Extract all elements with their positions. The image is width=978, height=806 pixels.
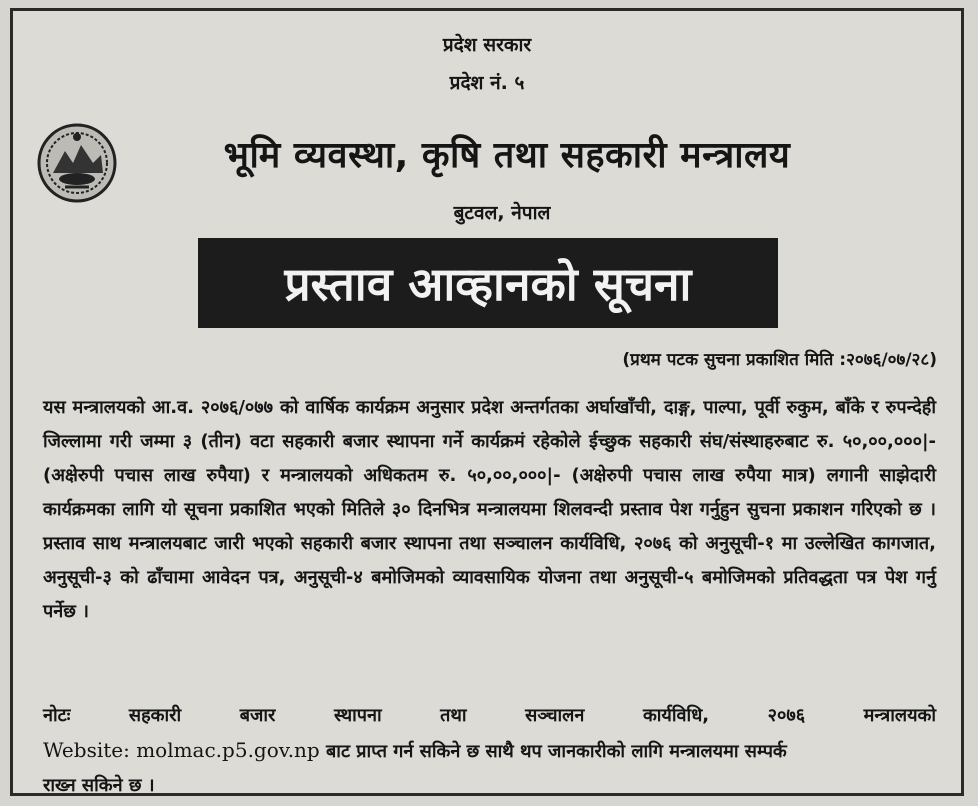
notice-body: यस मन्त्रालयको आ.व. २०७६/०७७ को वार्षिक कार्यक्रम अनुसार प्रदेश अन्तर्गतका अर्घाखाँची, दाङ्ग, पाल्पा, पूर्वी रुकुम, बाँके र रुपन्देही जिल्लामा गरी जम्मा ३ (तीन) वटा सहकारी बजार स्थापना गर्ने कार्यक्रमं रहेकोले ईच्छुक सहकारी संघ/संस्थाहरुबाट रु. ५०,००,०००|- (अक्षेरुपी पचास लाख रुपैया) र मन्त्रालयको अधिकतम रु. ५०,००,०००|- (अक्षेरुपी पचास लाख रुपैया मात्र) लगानी साझेदारी कार्यक्रमका लागि यो सूचना प्रकाशित भएको मितिले ३० दिनभित्र मन्त्रालयमा शिलवन्दी प्रस्ताव पेश गर्नुहुन सुचना प्रकाशन गरिएको छ । प्रस्ताव साथ मन्त्रालयबाट जारी भएको सहकारी बजार स्थापना तथा सञ्चालन कार्यविधि, २०७६ को अनुसूची-१ मा उल्लेखित कागजात, अनुसूची-३ को ढाँचामा आवेदन पत्र, अनुसूची-४ बमोजिमको व्यावसायिक योजना तथा अनुसूची-५ बमोजिमको प्रतिवद्धता पत्र पेश गर्नु पर्नेछ । — [43, 397, 936, 622]
government-label: प्रदेश सरकार — [442, 34, 532, 56]
note-word: मन्त्रालयको — [863, 705, 936, 726]
notice-banner — [198, 238, 778, 328]
note-word: सहकारी — [128, 705, 182, 726]
ministry-title: भूमि व्यवस्था, कृषि तथा सहकारी मन्त्रालय — [223, 135, 791, 176]
note-line-3: राख्न सकिने छ । — [43, 775, 155, 796]
note-line-2 — [43, 733, 936, 769]
note-section — [43, 699, 936, 803]
notice-frame — [10, 8, 964, 796]
province-label: प्रदेश नं. ५ — [449, 72, 525, 94]
note-line-2-text: बाट प्राप्त गर्न सकिने छ साथै थप जानकारीको लागि मन्त्रालयमा सम्पर्क — [319, 741, 787, 762]
city-label: बुटवल, नेपाल — [453, 202, 551, 224]
banner-title: प्रस्ताव आव्हानको सूचना — [284, 257, 692, 311]
note-word: नोटः — [43, 705, 71, 726]
note-word: कार्यविधि, — [642, 705, 710, 726]
note-line-1 — [43, 699, 936, 733]
note-word: बजार — [239, 705, 276, 726]
note-word: तथा — [440, 705, 467, 726]
website-link[interactable]: Website: molmac.p5.gov.np — [43, 738, 320, 762]
note-word: स्थापना — [333, 705, 382, 726]
note-word: २०७६ — [767, 705, 806, 726]
note-word: सञ्चालन — [525, 705, 585, 726]
publication-date: (प्रथम पटक सुचना प्रकाशित मिति :२०७६/०७/२८) — [622, 350, 937, 370]
